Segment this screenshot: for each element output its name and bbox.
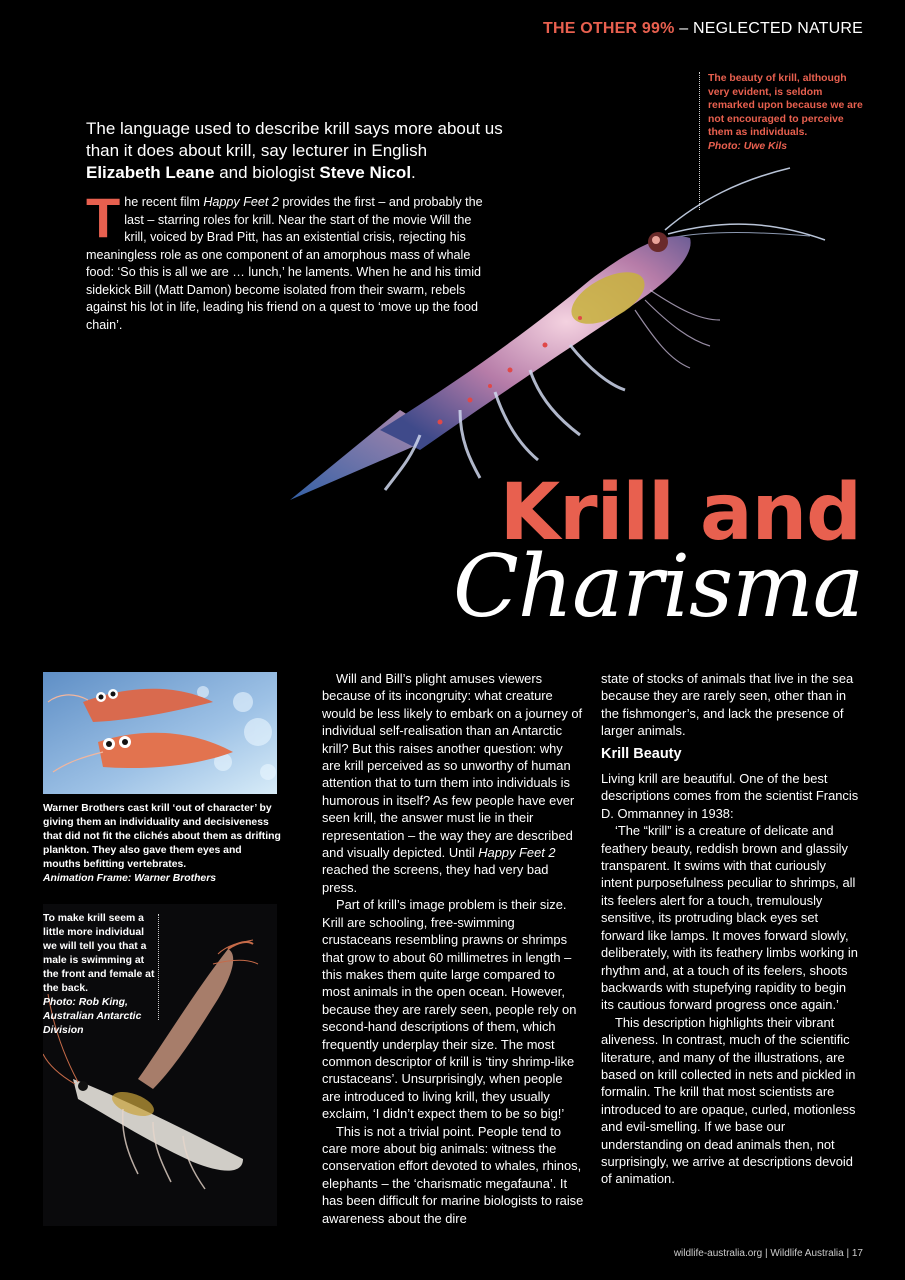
krill-pair-caption-credit: Photo: Rob King, Australian Antarctic Division bbox=[43, 997, 142, 1036]
col3-paragraph-1: Living krill are beautiful. One of the best descriptions comes from the scientist Francis D. Ommanney in 1938: bbox=[601, 771, 859, 821]
col2-p1-film: Happy Feet 2 bbox=[478, 845, 556, 861]
col2-p1-text-a: Will and Bill’s plight amuses viewers because of its incongruity: what creature would be less likely to embark on a journey of individual self-realisation than an Antarctic krill? But this raises another question: why are krill perceived as so unworthy of human attention that to turn them into individuals is humorous in itself? As few people have ever seen krill, the answer must lie in their representation – the way they are described and visually depicted. Until bbox=[322, 671, 583, 861]
col2-p1-text-b: reached the screens, they had very bad press. bbox=[322, 862, 549, 895]
section-heading-krill-beauty: Krill Beauty bbox=[601, 745, 682, 762]
article-title-line1: Krill and bbox=[499, 468, 861, 558]
animation-caption-credit: Animation Frame: Warner Brothers bbox=[43, 873, 217, 884]
standfirst-end: . bbox=[411, 163, 416, 182]
col2-paragraph-1 bbox=[322, 670, 584, 896]
author-1: Elizabeth Leane bbox=[86, 163, 215, 182]
body-column-3 bbox=[601, 670, 859, 1188]
caption2-rule bbox=[158, 914, 159, 1020]
col3-paragraph-2: This description highlights their vibrant aliveness. In contrast, much of the scientific literature, and many of the illustrations, are based on krill collected in nets and pickled in formalin. The krill that most scientists are introduced to are opaque, curled, motionless and evil-smelling. If we base our understanding on dead animals then, not surprisingly, we arrive at descriptions devoid of animation. bbox=[601, 1014, 856, 1187]
hero-caption-credit: Photo: Uwe Kils bbox=[708, 140, 788, 152]
col2-paragraph-3: This is not a trivial point. People tend to care more about big animals: witness the conservation effort devoted to whales, rhinos, elephants – the ‘charismatic megafauna’. It has been difficult for marine biologists to raise awareness about the dire bbox=[322, 1123, 584, 1226]
intro-text-a: he recent film bbox=[124, 195, 204, 209]
article-title-line2: Charisma bbox=[452, 537, 863, 637]
intro-paragraph bbox=[86, 186, 494, 334]
animation-caption-text: Warner Brothers cast krill ‘out of character’ by giving them an individuality and decisiveness that did not fit the clichés about them as drifting plankton. They also gave them eyes and mouths befitting vertebrates. bbox=[43, 803, 281, 870]
standfirst-mid: and biologist bbox=[214, 163, 320, 182]
section-subtitle: – NEGLECTED NATURE bbox=[674, 20, 863, 37]
col3-quote: ‘The “krill” is a creature of delicate and feathery beauty, reddish brown and glassily transparent. It swims with that curiously intent purposefulness peculiar to shrimps, all its feelers alert for a touch, tremulously sensitive, its protruding black eyes set forward like lamps. It moves forward slowly, deliberately, with its feathery limbs working in rhythm and, at a touch of its feelers, shoots backwards with stupefying rapidity to begin its cautious forward progress once again.’ bbox=[601, 823, 858, 1013]
section-header bbox=[543, 20, 863, 38]
hero-caption bbox=[708, 72, 868, 154]
section-title: THE OTHER 99% bbox=[543, 20, 675, 37]
caption-rule bbox=[699, 72, 700, 210]
krill-pair-caption-text: To make krill seem a little more individual we will tell you that a male is swimming at the front and female at the back. bbox=[43, 913, 155, 994]
standfirst-lead: The language used to describe krill says more about us than it does about krill, say lecturer in English bbox=[86, 119, 503, 160]
col3-paragraph-0: state of stocks of animals that live in the sea because they are rarely seen, other than in the fishmonger’s, and lack the presence of larger animals. bbox=[601, 671, 854, 739]
krill-pair-caption bbox=[43, 912, 155, 1038]
page-footer: wildlife-australia.org | Wildlife Australia | 17 bbox=[673, 1248, 863, 1259]
body-column-2 bbox=[322, 670, 584, 1227]
standfirst bbox=[86, 118, 506, 184]
intro-text-b: provides the first – and probably the last – starring roles for krill. Near the start of the movie Will the krill, voiced by Brad Pitt, has an existential crisis, rejecting his meaningless role as one component of an amorphous mass of whale food: ‘So this is all we are … lunch,’ he laments. When he and his timid sidekick Bill (Matt Damon) become isolated from their swarm, rebels against his lot in life, leading his friend on a quest to ‘move up the food chain’. bbox=[86, 195, 483, 332]
animation-frame-caption bbox=[43, 802, 281, 886]
col2-paragraph-2: Part of krill’s image problem is their size. Krill are schooling, free-swimming crustaceans resembling prawns or shrimps that grow to about 60 millimetres in length – this makes them quite large compared to most animals in the open ocean. However, because they are rarely seen, people rely on second-hand descriptions of them, which frequently underplay their size. The most common descriptor of krill is ‘tiny shrimp-like crustaceans’. Unsurprisingly, when people are introduced to living krill, they usually exclaim, ‘I didn’t expect them to be so big!’ bbox=[322, 897, 577, 1122]
hero-caption-text: The beauty of krill, although very evident, is seldom remarked upon because we are not encouraged to perceive them as individuals. bbox=[708, 73, 863, 139]
author-2: Steve Nicol bbox=[319, 163, 412, 182]
drop-cap: T bbox=[86, 186, 121, 249]
animation-frame-photo bbox=[43, 672, 277, 794]
intro-film-title: Happy Feet 2 bbox=[203, 195, 279, 209]
